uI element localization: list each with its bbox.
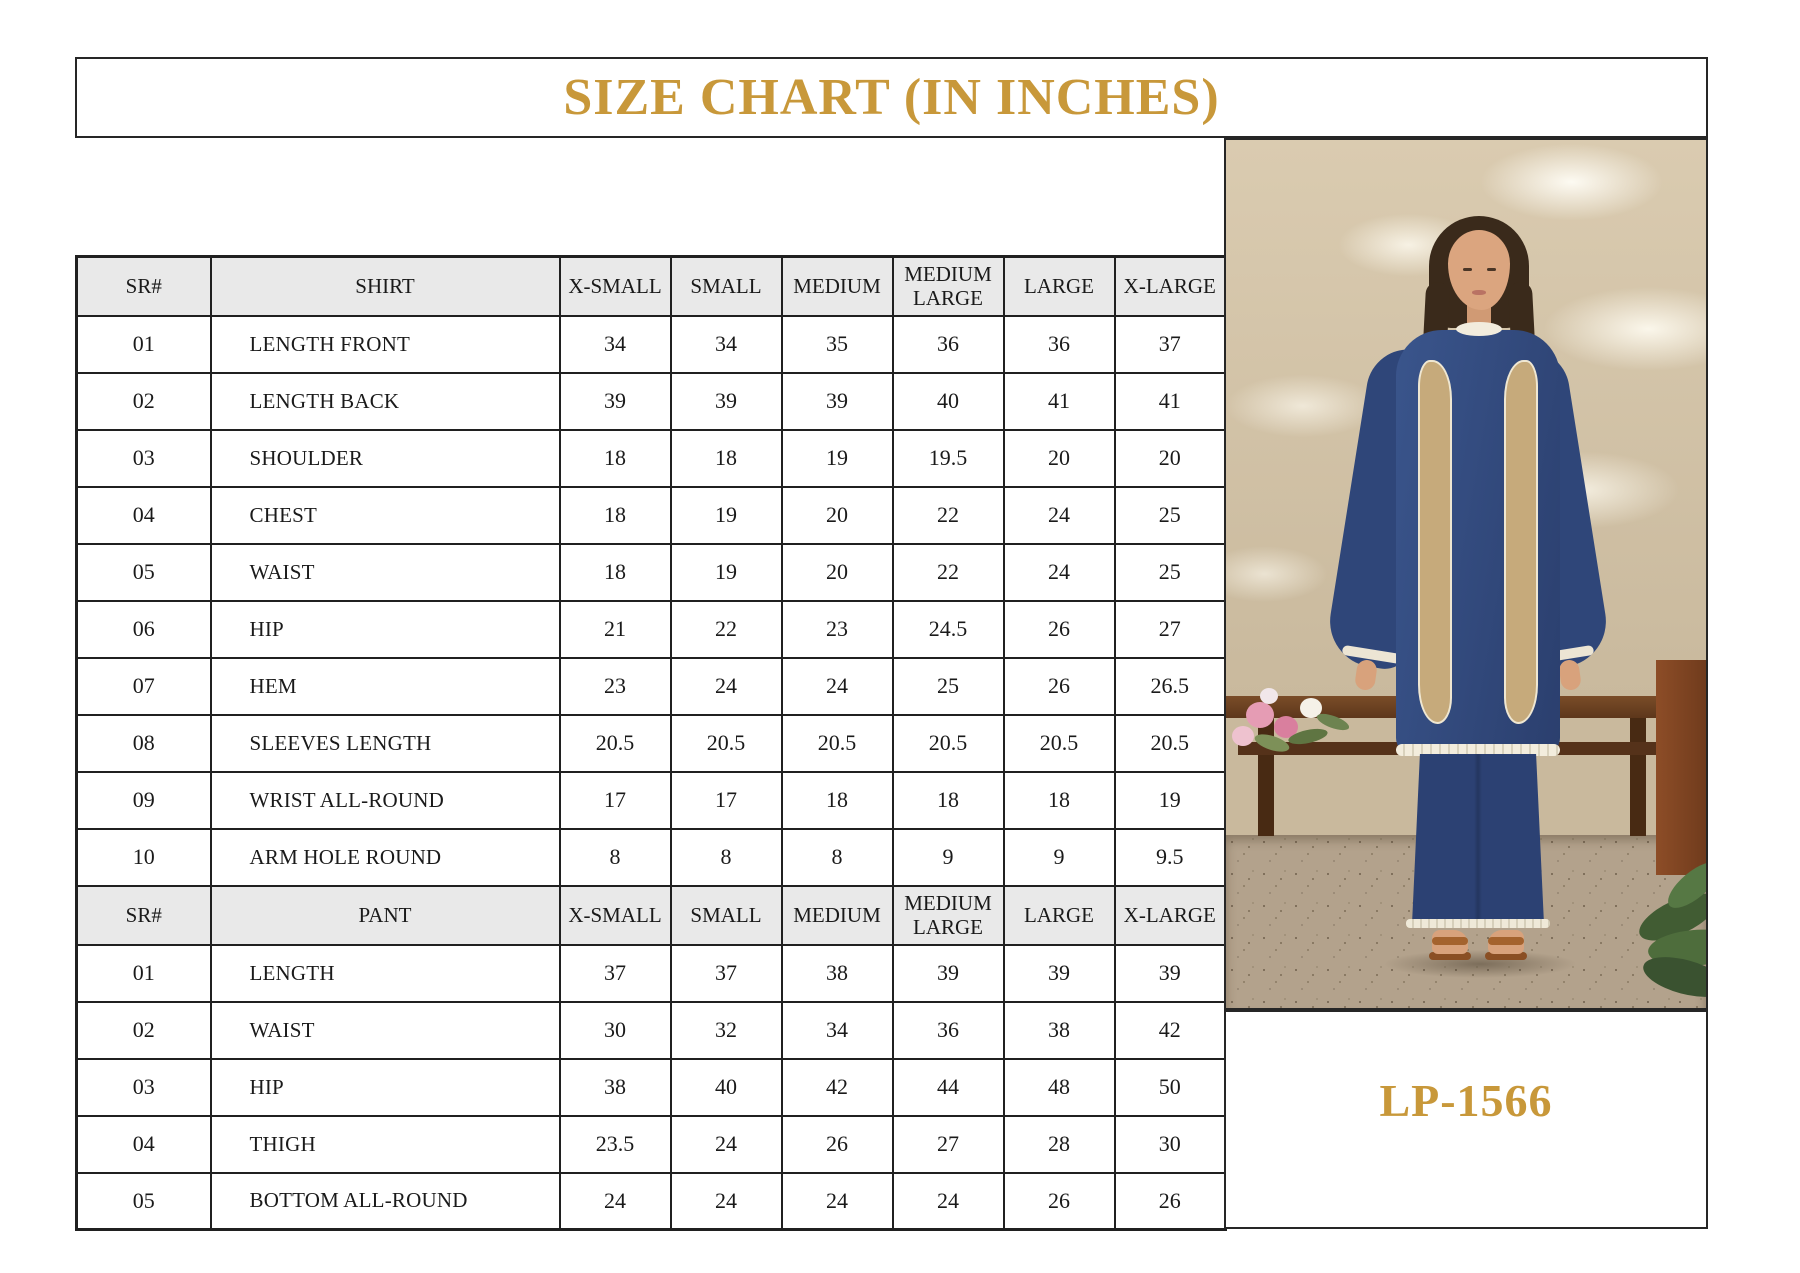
page-title: SIZE CHART (IN INCHES) [563, 69, 1220, 126]
white-flower [1260, 688, 1278, 704]
measure-label-cell: CHEST [211, 487, 560, 544]
potted-plant [1614, 860, 1708, 1010]
model-eye [1463, 268, 1472, 271]
value-cell: 48 [1004, 1059, 1115, 1116]
value-cell: 30 [560, 1002, 671, 1059]
value-cell: 40 [893, 373, 1004, 430]
value-cell: 39 [1115, 945, 1226, 1002]
shirt-header-row [77, 257, 1226, 316]
measure-label-cell: ARM HOLE ROUND [211, 829, 560, 886]
measure-label-cell: LENGTH FRONT [211, 316, 560, 373]
value-cell: 20 [782, 487, 893, 544]
shirt-header-xlarge: X-LARGE [1115, 257, 1226, 316]
sandal-strap [1488, 937, 1524, 945]
value-cell: 24 [1004, 544, 1115, 601]
value-cell: 24 [782, 1173, 893, 1230]
measure-label-cell: WAIST [211, 1002, 560, 1059]
measure-label-cell: HIP [211, 601, 560, 658]
value-cell: 39 [893, 945, 1004, 1002]
value-cell: 22 [893, 544, 1004, 601]
value-cell: 42 [782, 1059, 893, 1116]
sr-cell: 09 [77, 772, 211, 829]
value-cell: 38 [1004, 1002, 1115, 1059]
title-bar [75, 57, 1708, 138]
value-cell: 18 [1004, 772, 1115, 829]
value-cell: 39 [1004, 945, 1115, 1002]
measure-label-cell: THIGH [211, 1116, 560, 1173]
table-row [77, 487, 1226, 544]
value-cell: 24 [893, 1173, 1004, 1230]
pant-header-small: SMALL [671, 886, 782, 945]
shirt-header-medium-large: MEDIUM LARGE [893, 257, 1004, 316]
value-cell: 19.5 [893, 430, 1004, 487]
value-cell: 20.5 [560, 715, 671, 772]
value-cell: 18 [782, 772, 893, 829]
shirt-header-large: LARGE [1004, 257, 1115, 316]
value-cell: 44 [893, 1059, 1004, 1116]
value-cell: 17 [671, 772, 782, 829]
flower-bouquet [1230, 688, 1360, 784]
measure-label-cell: SHOULDER [211, 430, 560, 487]
pant-header-sr: SR# [77, 886, 211, 945]
value-cell: 24 [671, 1116, 782, 1173]
value-cell: 38 [560, 1059, 671, 1116]
value-cell: 22 [671, 601, 782, 658]
value-cell: 32 [671, 1002, 782, 1059]
model-shadow [1384, 950, 1576, 978]
pant-header-medium-large: MEDIUM LARGE [893, 886, 1004, 945]
value-cell: 36 [893, 316, 1004, 373]
sr-cell: 04 [77, 487, 211, 544]
value-cell: 20 [782, 544, 893, 601]
table-row [77, 373, 1226, 430]
table-row [77, 829, 1226, 886]
value-cell: 42 [1115, 1002, 1226, 1059]
value-cell: 9 [893, 829, 1004, 886]
value-cell: 24 [671, 1173, 782, 1230]
sr-cell: 01 [77, 945, 211, 1002]
value-cell: 34 [782, 1002, 893, 1059]
pant-header-large: LARGE [1004, 886, 1115, 945]
pant-header-xsmall: X-SMALL [560, 886, 671, 945]
measure-label-cell: HIP [211, 1059, 560, 1116]
sr-cell: 01 [77, 316, 211, 373]
value-cell: 8 [782, 829, 893, 886]
value-cell: 26 [1004, 601, 1115, 658]
sr-cell: 05 [77, 544, 211, 601]
value-cell: 9.5 [1115, 829, 1226, 886]
table-row [77, 601, 1226, 658]
pant-header-row [77, 886, 1226, 945]
side-table [1656, 660, 1708, 875]
value-cell: 34 [671, 316, 782, 373]
value-cell: 37 [560, 945, 671, 1002]
value-cell: 41 [1115, 373, 1226, 430]
model-eye [1487, 268, 1496, 271]
table-row [77, 772, 1226, 829]
sr-cell: 02 [77, 373, 211, 430]
value-cell: 28 [1004, 1116, 1115, 1173]
sr-cell: 03 [77, 430, 211, 487]
product-code: LP-1566 [1379, 1075, 1553, 1126]
table-row [77, 658, 1226, 715]
value-cell: 19 [671, 544, 782, 601]
sr-cell: 06 [77, 601, 211, 658]
table-row [77, 945, 1226, 1002]
sr-cell: 04 [77, 1116, 211, 1173]
measure-label-cell: BOTTOM ALL-ROUND [211, 1173, 560, 1230]
value-cell: 20.5 [1004, 715, 1115, 772]
pink-flower [1246, 702, 1274, 728]
value-cell: 20.5 [671, 715, 782, 772]
value-cell: 20 [1115, 430, 1226, 487]
size-table [75, 255, 1227, 1231]
value-cell: 25 [1115, 487, 1226, 544]
pant-header-pant: PANT [211, 886, 560, 945]
value-cell: 27 [893, 1116, 1004, 1173]
value-cell: 21 [560, 601, 671, 658]
tan-applique-panel [1418, 360, 1452, 724]
value-cell: 22 [893, 487, 1004, 544]
sr-cell: 10 [77, 829, 211, 886]
sandal-strap [1432, 937, 1468, 945]
value-cell: 41 [1004, 373, 1115, 430]
measure-label-cell: LENGTH [211, 945, 560, 1002]
value-cell: 17 [560, 772, 671, 829]
value-cell: 37 [1115, 316, 1226, 373]
value-cell: 24 [671, 658, 782, 715]
value-cell: 25 [1115, 544, 1226, 601]
table-row [77, 544, 1226, 601]
measure-label-cell: LENGTH BACK [211, 373, 560, 430]
pink-flower [1232, 726, 1254, 746]
sr-cell: 03 [77, 1059, 211, 1116]
value-cell: 24 [1004, 487, 1115, 544]
measure-label-cell: WRIST ALL-ROUND [211, 772, 560, 829]
value-cell: 18 [671, 430, 782, 487]
table-row [77, 1059, 1226, 1116]
pant-header-medium: MEDIUM [782, 886, 893, 945]
value-cell: 23 [782, 601, 893, 658]
value-cell: 20.5 [1115, 715, 1226, 772]
bench-leg [1630, 718, 1646, 836]
value-cell: 23 [560, 658, 671, 715]
value-cell: 24 [782, 658, 893, 715]
value-cell: 9 [1004, 829, 1115, 886]
sr-cell: 08 [77, 715, 211, 772]
value-cell: 8 [671, 829, 782, 886]
value-cell: 26.5 [1115, 658, 1226, 715]
value-cell: 18 [560, 487, 671, 544]
measure-label-cell: SLEEVES LENGTH [211, 715, 560, 772]
value-cell: 39 [782, 373, 893, 430]
shirt-header-shirt: SHIRT [211, 257, 560, 316]
sr-cell: 07 [77, 658, 211, 715]
neckline-trim [1456, 322, 1502, 336]
value-cell: 30 [1115, 1116, 1226, 1173]
value-cell: 18 [560, 544, 671, 601]
value-cell: 26 [1004, 1173, 1115, 1230]
value-cell: 18 [893, 772, 1004, 829]
value-cell: 23.5 [560, 1116, 671, 1173]
value-cell: 36 [1004, 316, 1115, 373]
value-cell: 20.5 [782, 715, 893, 772]
sr-cell: 02 [77, 1002, 211, 1059]
value-cell: 26 [1004, 658, 1115, 715]
measure-label-cell: WAIST [211, 544, 560, 601]
sr-cell: 05 [77, 1173, 211, 1230]
value-cell: 19 [782, 430, 893, 487]
table-row [77, 1002, 1226, 1059]
value-cell: 25 [893, 658, 1004, 715]
table-row [77, 1173, 1226, 1230]
value-cell: 38 [782, 945, 893, 1002]
value-cell: 39 [671, 373, 782, 430]
table-row [77, 316, 1226, 373]
navy-pants [1412, 754, 1544, 924]
value-cell: 24 [560, 1173, 671, 1230]
shirt-header-xsmall: X-SMALL [560, 257, 671, 316]
value-cell: 36 [893, 1002, 1004, 1059]
table-row [77, 715, 1226, 772]
value-cell: 39 [560, 373, 671, 430]
value-cell: 37 [671, 945, 782, 1002]
value-cell: 26 [1115, 1173, 1226, 1230]
shirt-header-sr: SR# [77, 257, 211, 316]
table-row [77, 1116, 1226, 1173]
value-cell: 19 [1115, 772, 1226, 829]
measure-label-cell: HEM [211, 658, 560, 715]
value-cell: 27 [1115, 601, 1226, 658]
pant-header-xlarge: X-LARGE [1115, 886, 1226, 945]
tan-applique-panel [1504, 360, 1538, 724]
model-lips [1472, 290, 1486, 295]
value-cell: 18 [560, 430, 671, 487]
value-cell: 26 [782, 1116, 893, 1173]
value-cell: 19 [671, 487, 782, 544]
shirt-header-medium: MEDIUM [782, 257, 893, 316]
value-cell: 35 [782, 316, 893, 373]
product-photo [1224, 138, 1708, 1010]
value-cell: 50 [1115, 1059, 1226, 1116]
table-row [77, 430, 1226, 487]
value-cell: 20 [1004, 430, 1115, 487]
shirt-header-small: SMALL [671, 257, 782, 316]
value-cell: 20.5 [893, 715, 1004, 772]
pants-lace-hem [1406, 919, 1550, 928]
value-cell: 40 [671, 1059, 782, 1116]
value-cell: 8 [560, 829, 671, 886]
value-cell: 24.5 [893, 601, 1004, 658]
product-code-box [1224, 1010, 1708, 1229]
value-cell: 34 [560, 316, 671, 373]
